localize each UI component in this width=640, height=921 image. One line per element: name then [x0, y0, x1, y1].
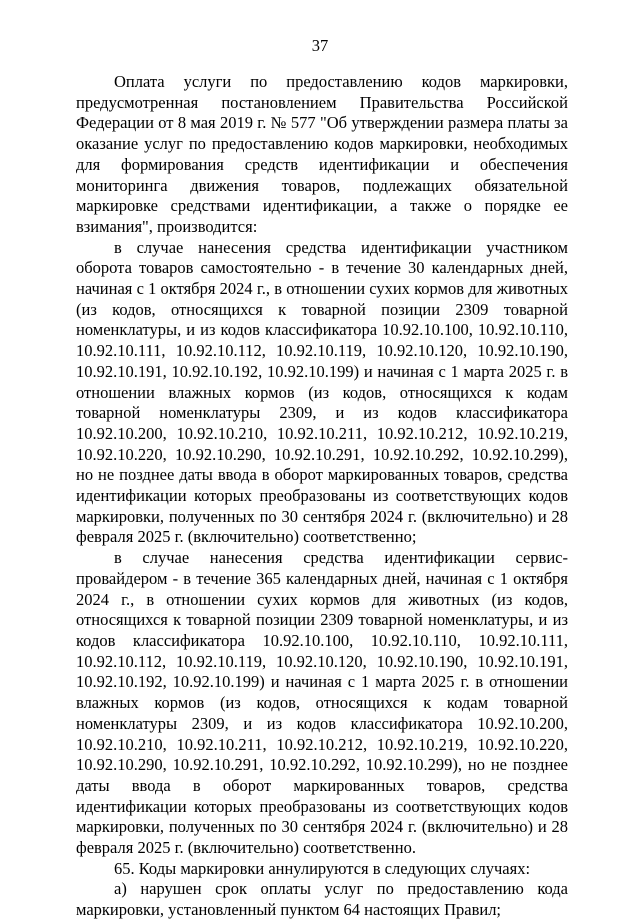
- clause-65-item-a: а) нарушен срок оплаты услуг по предоставлению кода маркировки, установленный пунктом 64 настоящих Правил;: [76, 879, 568, 920]
- service-provider-paragraph: в случае нанесения средства идентификации сервис-провайдером - в течение 365 календарных дней, начиная с 1 октября 2024 г., в отношении сухих кормов для животных (из кодов, относящихся к товарной позиции 2309 товарной номенклатуры, и из кодов классификатора 10.92.10.100, 10.92.10.110, 10.92.10.111, 10.92.10.112, 10.92.10.119, 10.92.10.120, 10.92.10.190, 10.92.10.191, 10.92.10.192, 10.92.10.199) и начиная с 1 марта 2025 г. в отношении влажных кормов (из кодов, относящихся к кодам товарной номенклатуры 2309, и из кодов классификатора 10.92.10.200, 10.92.10.210, 10.92.10.211, 10.92.10.212, 10.92.10.219, 10.92.10.220, 10.92.10.290, 10.92.10.291, 10.92.10.292, 10.92.10.299), но не позднее даты ввода в оборот маркированных товаров, средства идентификации которых преобразованы из соответствующих кодов маркировки, полученных по 30 сентября 2024 г. (включительно) и 28 февраля 2025 г. (включительно) соответственно.: [76, 548, 568, 858]
- clause-65-heading: 65. Коды маркировки аннулируются в следующих случаях:: [114, 858, 531, 878]
- page-number: 37: [311, 36, 329, 55]
- self-application-paragraph: в случае нанесения средства идентификации участником оборота товаров самостоятельно - в течение 30 календарных дней, начиная с 1 октября 2024 г., в отношении сухих кормов для животных (из кодов, относящихся к товарной позиции 2309 товарной номенклатуры, и из кодов классификатора 10.92.10.100, 10.92.10.110, 10.92.10.111, 10.92.10.112, 10.92.10.119, 10.92.10.120, 10.92.10.190, 10.92.10.191, 10.92.10.192, 10.92.10.199) и начиная с 1 марта 2025 г. в отношении влажных кормов (из кодов, относящихся к кодам товарной номенклатуры 2309, и из кодов классификатора 10.92.10.200, 10.92.10.210, 10.92.10.211, 10.92.10.212, 10.92.10.219, 10.92.10.220, 10.92.10.290, 10.92.10.291, 10.92.10.292, 10.92.10.299), но не позднее даты ввода в оборот маркированных товаров, средства идентификации которых преобразованы из соответствующих кодов маркировки, полученных по 30 сентября 2024 г. (включительно) и 28 февраля 2025 г. (включительно) соответственно;: [76, 237, 568, 547]
- document-body: [76, 72, 568, 921]
- payment-intro-paragraph: Оплата услуги по предоставлению кодов маркировки, предусмотренная постановлением Правительства Российской Федерации от 8 мая 2019 г. № 577 "Об утверждении размера платы за оказание услуг по предоставлению кодов маркировки, необходимых для формирования средств идентификации и обеспечения мониторинга движения товаров, подлежащих обязательной маркировке средствами идентификации, а также о порядке ее взимания", производится:: [76, 72, 568, 236]
